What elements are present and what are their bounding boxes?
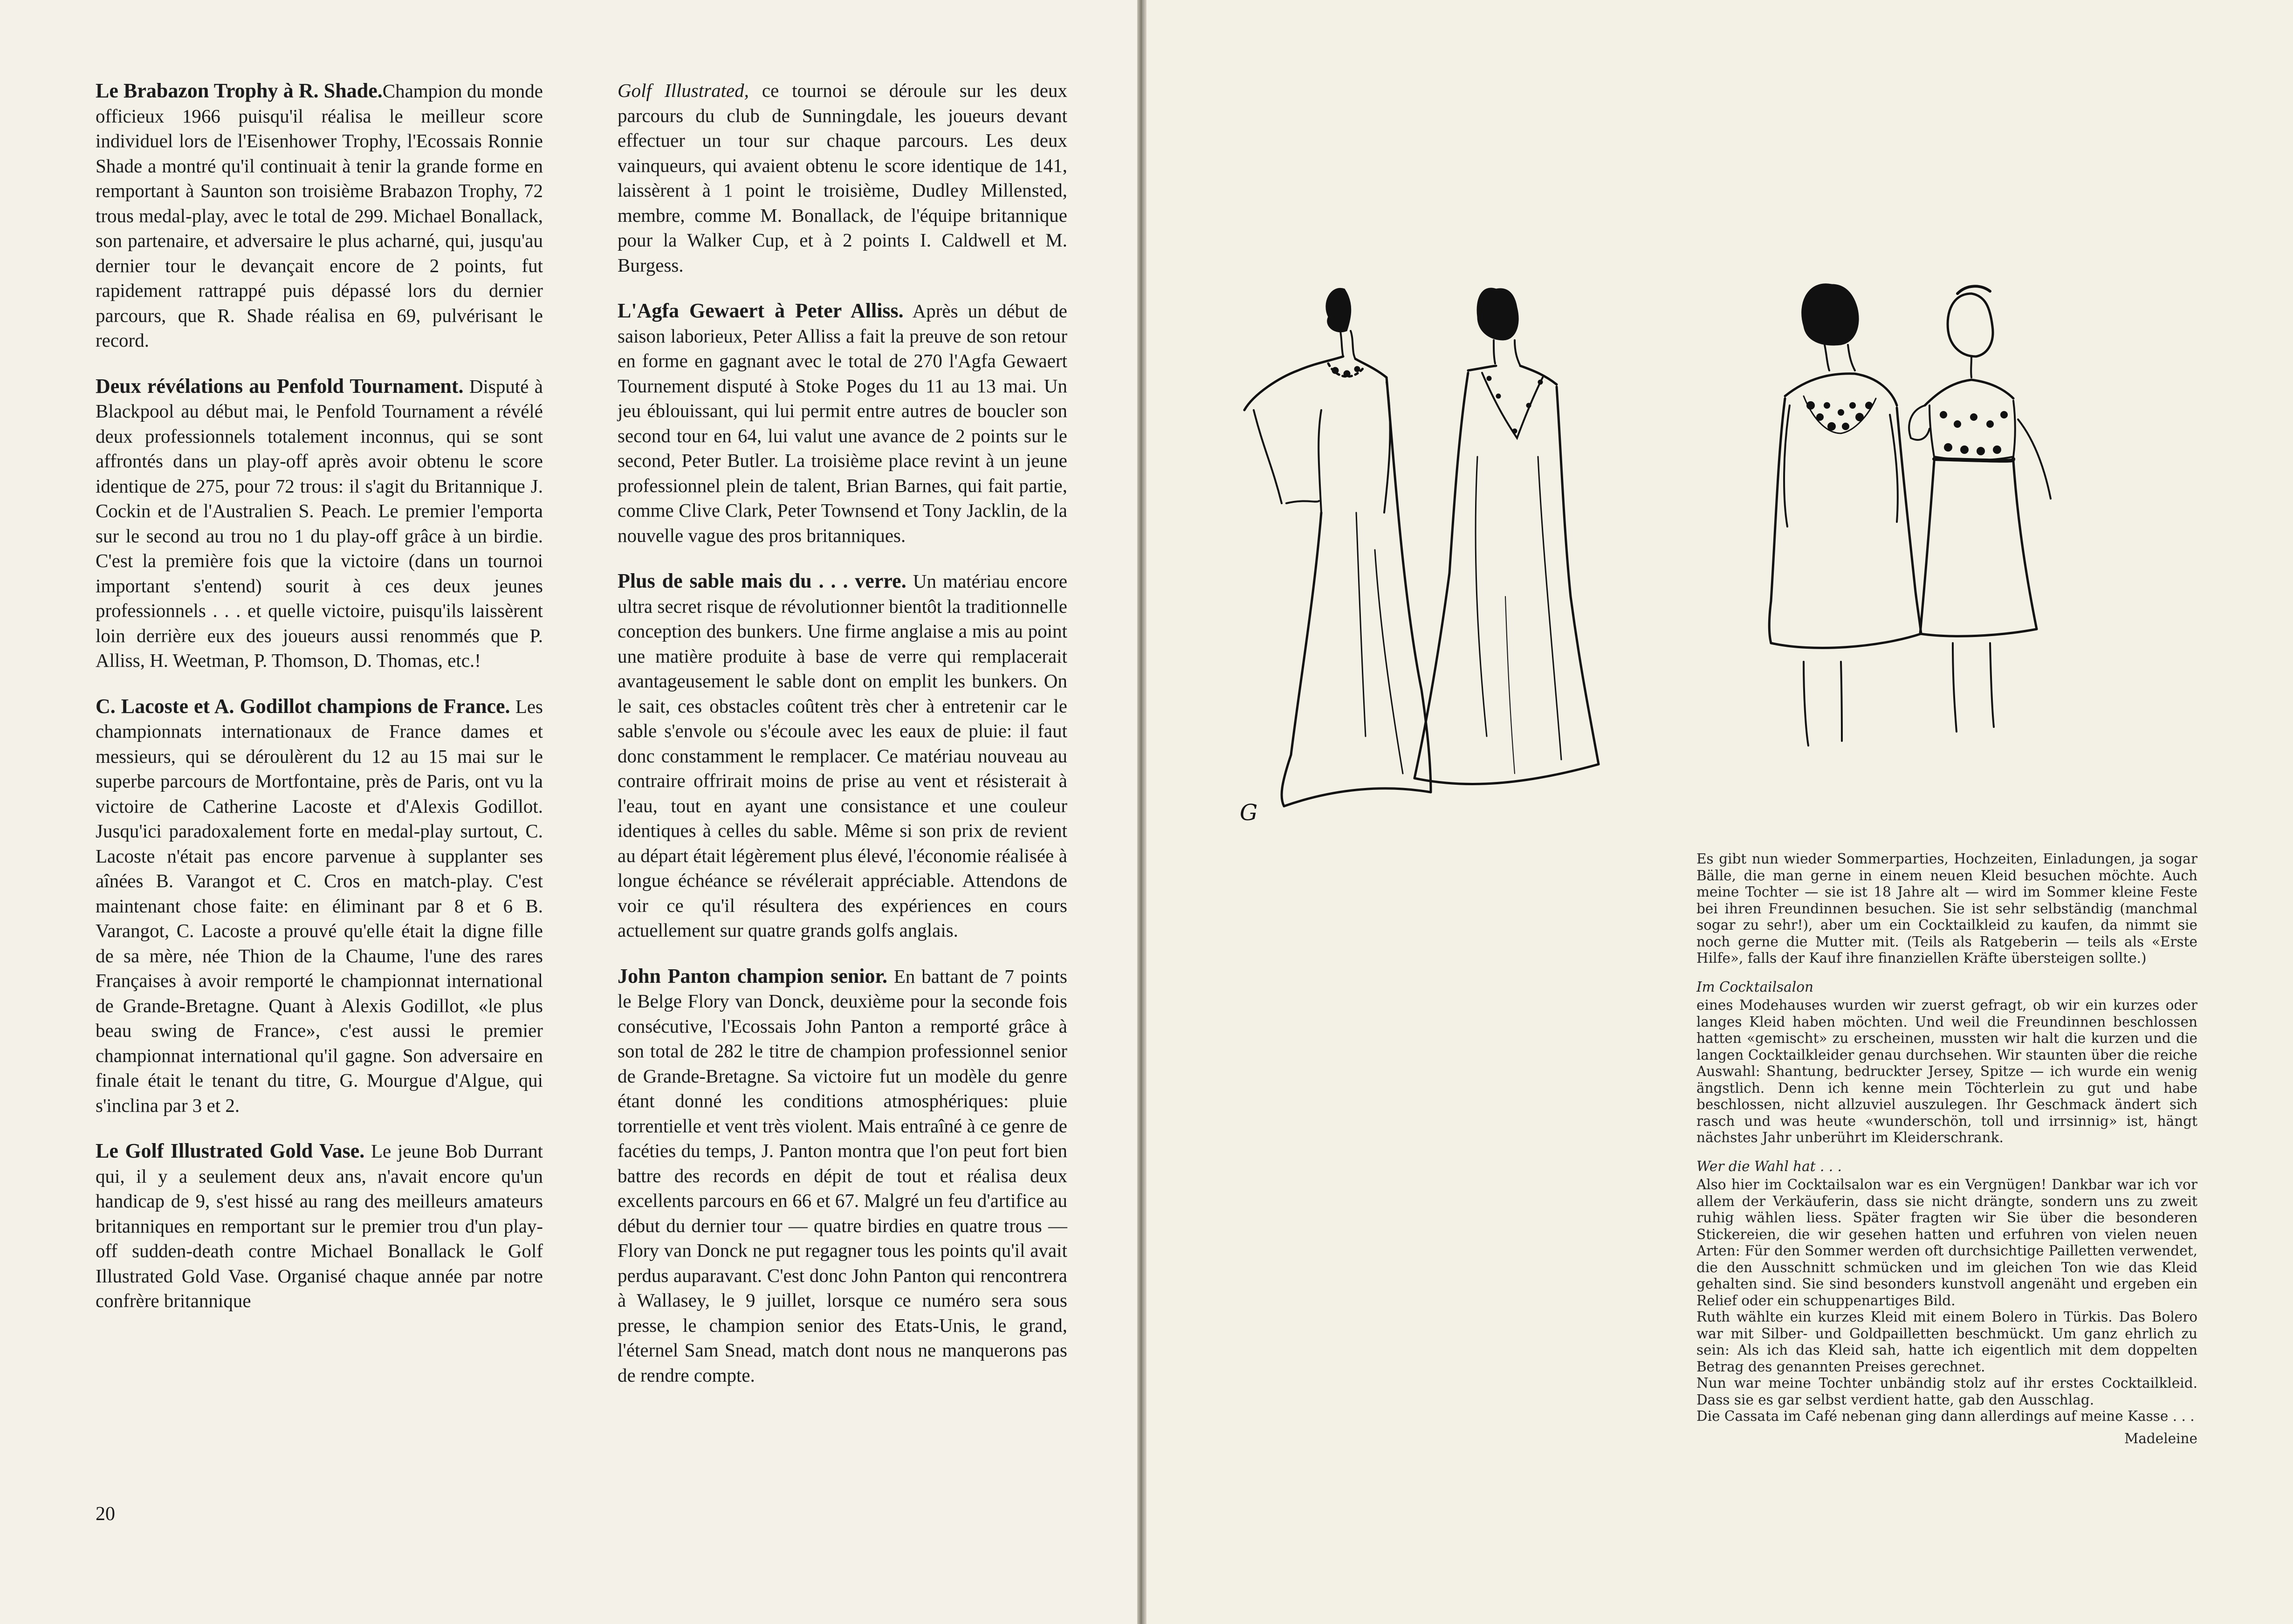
paragraph-4: Nun war meine Tochter unbändig stolz auf ihr erstes Cocktailkleid. Dass sie es gar selbst verdient hatte, gab den Ausschlag.: [1696, 1375, 2197, 1408]
heading: Le Golf Illustrated Gold Vase.: [96, 1139, 365, 1162]
author-signature: Madeleine: [2124, 1430, 2197, 1446]
heading: John Panton champion senior.: [618, 964, 887, 987]
article-panton: John Panton champion senior. En battant de 7 points le Belge Flory van Donck, deuxième pour la seconde fois consécutive, l'Ecossais John Panton a remporté grâce à son total de 282 le titre de champion professionnel senior de Grande-Bretagne. Sa victoire fut un modèle du genre étant donné les conditions atmosphériques: pluie torrentielle et vent très violent. Mais entraîné à ce genre de facéties du temps, J. Panton montra que l'on peut fort bien battre des records en dépit de tout et réalisa deux excellents parcours en 66 et 67. Malgré un feu d'artifice au début du dernier tour — quatre birdies en quatre trous — Flory van Donck ne put regagner tous les points qu'il avait perdus auparavant. C'est donc John Panton qui rencontrera à Wallasey, le 9 juillet, lorsque ce numéro sera sous presse, le champion senior des Etats-Unis, le grand, l'éternel Sam Snead, match dont nous ne manquerons pas de rendre compte.: [618, 964, 1067, 1386]
paragraph-2: Also hier im Cocktailsalon war es ein Vergnügen! Dankbar war ich vor allem der Verkäuferin, dass sie nicht drängte, sondern uns zu zweit ruhig wählen liess. Später fragten wir Sie über die besonderen Stickereien, die wir gesehen hatten und erfuhren von vielen neuen Arten: Für den Sommer werden oft durchsichtige Pailletten verwendet, die den Ausschnitt schmücken und im gleichen Ton wie das Kleid gehalten sind. Sie sind besonders kunstvoll angenäht und ergeben ein Relief oder ein schuppenartiges Bild.: [1696, 1177, 2197, 1309]
paragraph-1: eines Modehauses wurden wir zuerst gefragt, ob wir ein kurzes oder langes Kleid haben möchten. Und weil die Freundinnen beschlossen hatten «gemischt» zu erscheinen, mussten wir halt die kurzen und die langen Cocktailkleider genau durchsehen. Wir staunten über die reiche Auswahl: Shantung, bedruckter Jersey, Spitze — ich wurde ein wenig ängstlich. Denn ich kenne mein Töchterlein zu gut und habe beschlossen, nicht allzuviel auszulegen. Ihr Geschmack ändert sich rasch und was heute «wunderschön, toll und irrsinnig» ist, hängt nächstes Jahr unberührt im Kleiderschrank.: [1696, 997, 2197, 1145]
article-gold-vase: Le Golf Illustrated Gold Vase. Le jeune Bob Durrant qui, il y a seulement deux ans, n'avait encore qu'un handicap de 9, s'est hissé au rang des meilleurs amateurs britanniques en remportant sur le premier trou d'un play-off sudden-death contre Michael Bonallack le Golf Illustrated Gold Vase. Organisé chaque année par notre confrère britannique: [96, 1139, 543, 1311]
illustration-signature: G: [1240, 800, 1258, 826]
article-gold-vase-cont: Golf Illustrated, ce tournoi se déroule sur les deux parcours du club de Sunningdale, les joueurs devant effectuer un tour sur chaque parcours. Les deux vainqueurs, qui avaient obtenu le score identique de 141, laissèrent à 1 point le troisième, Dudley Millensted, membre, comme M. Bonallack, de l'équipe britannique pour la Walker Cup, et à 2 points I. Caldwell et M. Burgess.: [618, 80, 1067, 276]
left-column-1: [96, 78, 543, 1334]
heading: Plus de sable mais du . . . verre.: [618, 569, 906, 592]
book-gutter: [1137, 0, 1146, 1624]
heading: Deux révélations au Penfold Tournament.: [96, 374, 464, 397]
short-dresses-illustration: [1692, 266, 2055, 839]
subheading-cocktailsalon: Im Cocktailsalon: [1696, 979, 1813, 995]
fashion-article: [1696, 851, 2197, 1447]
long-gowns-illustration: [1235, 270, 1655, 829]
article-penfold: Deux révélations au Penfold Tournament. Disputé à Blackpool au début mai, le Penfold Tournament a révélé deux professionnels totalement inconnus, qui se sont affrontés dans un play-off après avoir obtenu le score identique de 275, pour 72 trous: il s'agit du Britannique J. Cockin et de l'Australien S. Peach. Le premier l'emporta sur le second au trou no 1 du play-off grâce à un birdie. C'est la première fois que la victoire (dans un tournoi important s'entend) sourit à ces deux jeunes professionnels . . . et quelle victoire, puisqu'ils laissèrent loin derrière eux des joueurs aussi renommés que P. Alliss, H. Weetman, P. Thomson, D. Thomas, etc.!: [96, 374, 543, 671]
article-brabazon: Le Brabazon Trophy à R. Shade.Champion du monde officieux 1966 puisqu'il réalisa le meilleur score individuel lors de l'Eisenhower Trophy, l'Ecossais Ronnie Shade a montré qu'il continuait à tenir la grande forme en remportant à Saunton son troisième Brabazon Trophy, 72 trous medal-play, avec le total de 299. Michael Bonallack, son partenaire, et adversaire le plus acharné, qui, jusqu'au dernier tour le devançait encore de 2 points, fut rapidement rattrappé puis dépassé lors du dernier parcours, que R. Shade réalisa en 69, pulvérisant le record.: [96, 79, 543, 351]
heading: L'Agfa Gewaert à Peter Alliss.: [618, 299, 904, 322]
article-sable-verre: Plus de sable mais du . . . verre. Un matériau encore ultra secret risque de révolutionner bientôt la traditionnelle conception des bunkers. Une firme anglaise a mis au point une matière produite à base de verre qui remplacerait avantageusement le sable dont on emplit les bunkers. On le sait, ces obstacles coûtent très cher à entretenir car le sable s'envole ou s'écoule avec les eaux de pluie: il faut donc constamment le remplacer. Ce matériau nouveau au contraire offrirait moins de prise au vent et résisterait à l'eau, tout en ayant une consistance et une couleur identiques à celles du sable. Même si son prix de revient au départ était légèrement plus élevé, l'économie réalisée à longue échéance se révélerait appréciable. Attendons de voir ce qu'il résultera des expériences en cours actuellement sur quatre grands golfs anglais.: [618, 569, 1068, 941]
page-number: 20: [96, 1503, 115, 1525]
intro-paragraph: Es gibt nun wieder Sommerparties, Hochzeiten, Einladungen, ja sogar Bälle, die man gerne in einem neuen Kleid besuchen möchte. Auch meine Tochter — sie ist 18 Jahre alt — wird im Sommer kleine Feste bei ihren Freundinnen besuchen. Sie ist sehr selbständig (manchmal sogar zu sehr!), aber um ein Cocktailkleid zu kaufen, da nimmt sie noch gerne die Mutter mit. (Teils als Ratgeberin — teils als «Erste Hilfe», falls der Kauf ihre finanziellen Kräfte übersteigen sollte.): [1696, 851, 2197, 966]
left-column-2: [618, 78, 1067, 1408]
paragraph-5: Die Cassata im Café nebenan ging dann allerdings auf meine Kasse . . .: [1696, 1408, 2195, 1424]
heading: C. Lacoste et A. Godillot champions de France.: [96, 694, 510, 718]
left-page: [0, 0, 1137, 1624]
article-lacoste-godillot: C. Lacoste et A. Godillot champions de France. Les championnats internationaux de France dames et messieurs, qui se déroulèrent du 12 au 15 mai sur le superbe parcours de Mortfontaine, près de Paris, ont vu la victoire de Catherine Lacoste et d'Alexis Godillot. Jusqu'ici paradoxalement forte en medal-play surtout, C. Lacoste n'était pas encore parvenue à supplanter ses aînées B. Varangot et C. Cros en match-play. C'est maintenant chose faite: en éliminant par 8 et 6 B. Varangot, C. Lacoste a prouvé qu'elle était la digne fille de sa mère, née Thion de la Chaume, l'une des rares Françaises à avoir remporté le championnat international de Grande-Bretagne. Quant à Alexis Godillot, «le plus beau swing de France», c'est aussi le premier championnat international qu'il gagne. Son adversaire en finale était le tenant du titre, G. Mourgue d'Algue, qui s'inclina par 3 et 2.: [96, 694, 543, 1116]
paragraph-3: Ruth wählte ein kurzes Kleid mit einem Bolero in Türkis. Das Bolero war mit Silber- und Goldpailletten beschmückt. Um ganz ehrlich zu sein: Als ich das Kleid sah, hatte ich eigentlich mit dem doppelten Betrag des genannten Preises gerechnet.: [1696, 1309, 2197, 1375]
article-agfa: L'Agfa Gewaert à Peter Alliss. Après un début de saison laborieux, Peter Alliss a fait la preuve de son retour en forme en gagnant avec le total de 270 l'Agfa Gewaert Tournement disputé à Stoke Poges du 11 au 13 mai. Un jeu éblouissant, qui lui permit entre autres de boucler son second tour en 64, lui valut une avance de 2 points sur le second, Peter Butler. La troisième place revint à un jeune professionnel plein de talent, Brian Barnes, qui fait partie, comme Clive Clark, Peter Townsend et Tony Jacklin, de la nouvelle vague des pros britanniques.: [618, 299, 1067, 546]
subheading-wahl: Wer die Wahl hat . . .: [1696, 1158, 1842, 1174]
heading: Le Brabazon Trophy à R. Shade.: [96, 79, 383, 102]
